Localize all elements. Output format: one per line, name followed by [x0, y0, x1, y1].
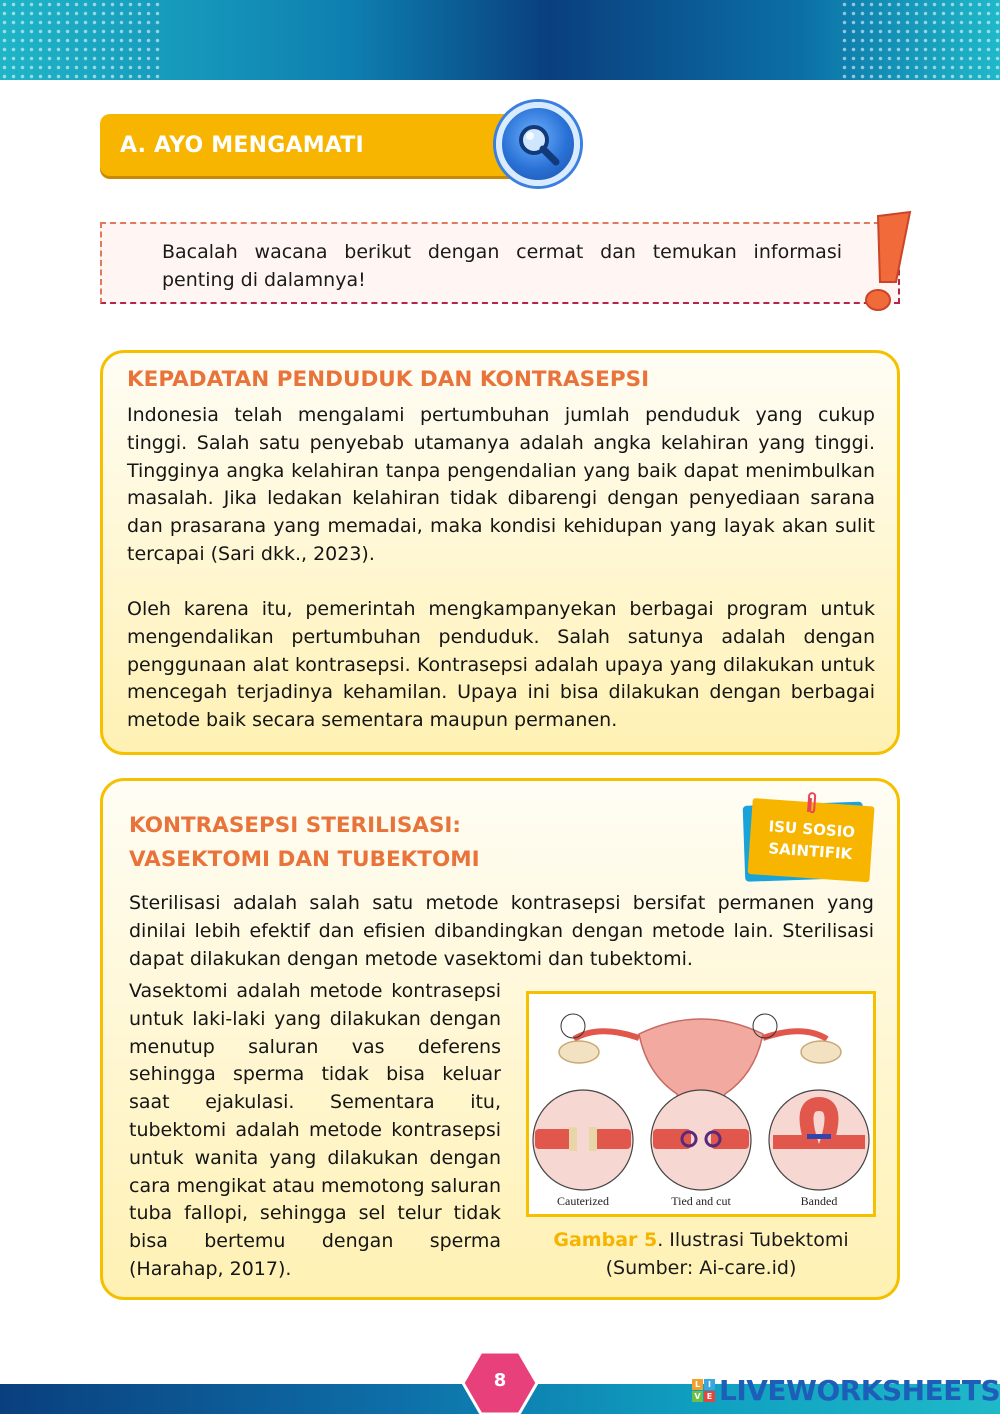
- top-banner: [0, 0, 1000, 80]
- badge-line-1: ISU SOSIO: [768, 817, 856, 842]
- tubectomy-illustration: [529, 994, 873, 1214]
- card1-title: KEPADATAN PENDUDUK DAN KONTRASEPSI: [127, 367, 650, 392]
- cauterized-detail: [533, 1090, 633, 1190]
- badge-line-2: SAINTIFIK: [767, 839, 853, 864]
- card2-title-line1: KONTRASEPSI STERILISASI:: [129, 813, 462, 838]
- figure-label-banded: Banded: [800, 1194, 838, 1208]
- logo-text: LIVEWORKSHEETS: [719, 1374, 1000, 1407]
- figure-caption: [526, 1226, 876, 1282]
- page-number: 8: [493, 1370, 507, 1391]
- caption-source: (Sumber: Ai-care.id): [605, 1257, 797, 1279]
- figure-label-tied-and-cut: Tied and cut: [671, 1194, 731, 1208]
- logo-cubes-icon: L I V E: [692, 1379, 715, 1402]
- card2-paragraph-2: Vasektomi adalah metode kontrasepsi untuk laki-laki yang dilakukan dengan menutup saluran vas deferens sehingga sperma tidak bisa keluar saat ejakulasi. Sementara itu, tubektomi adalah metode kontrasepsi untuk wanita yang dilakukan dengan cara mengikat atau memotong saluran tuba fallopi, sehingga sel telur tidak bisa bertemu dengan sperma (Harahap, 2017).: [129, 980, 501, 1280]
- dot-pattern-left: [0, 0, 160, 80]
- caption-text: . Ilustrasi Tubektomi: [657, 1229, 849, 1251]
- card2-title-line2: VASEKTOMI DAN TUBEKTOMI: [129, 847, 480, 872]
- isu-sosio-saintifik-badge: [741, 796, 874, 887]
- card2-paragraph-1: Sterilisasi adalah salah satu metode kontrasepsi bersifat permanen yang dinilai lebih efektif dan efisien dibandingkan dengan metode lain. Sterilisasi dapat dilakukan dengan metode vasektomi dan tubektomi.: [129, 892, 874, 970]
- magnifier-icon: [496, 102, 580, 186]
- instruction-box: [100, 222, 900, 304]
- card1-paragraph-1: Indonesia telah mengalami pertumbuhan jumlah penduduk yang cukup tinggi. Salah satu penyebab utamanya adalah angka kelahiran yang tinggi. Tingginya angka kelahiran tanpa pengendalian yang baik dapat menimbulkan masalah. Jika ledakan kelahiran tidak dibarengi dengan penyediaan sarana dan prasarana yang memadai, maka kondisi kehidupan yang layak akan sulit tercapai (Sari dkk., 2023).: [127, 404, 875, 565]
- instruction-text: Bacalah wacana berikut dengan cermat dan temukan informasi penting di dalamnya!: [162, 241, 842, 291]
- section-header: [100, 114, 520, 176]
- banded-detail: [769, 1090, 869, 1190]
- section-title: A. AYO MENGAMATI: [120, 132, 364, 158]
- tubectomy-figure: [526, 991, 876, 1217]
- dot-pattern-right: [840, 0, 1000, 80]
- tied-and-cut-detail: [651, 1090, 751, 1190]
- exclamation-icon: [856, 210, 916, 314]
- caption-label: Gambar 5: [553, 1229, 658, 1251]
- card1-paragraph-2: Oleh karena itu, pemerintah mengkampanyekan berbagai program untuk mengendalikan pertumbuhan penduduk. Salah satunya adalah dengan penggunaan alat kontrasepsi. Kontrasepsi adalah upaya yang dilakukan untuk mencegah terjadinya kehamilan. Upaya ini bisa dilakukan dengan berbagai metode baik secara sementara maupun permanen.: [127, 598, 875, 732]
- figure-label-cauterized: Cauterized: [557, 1194, 609, 1208]
- paperclip-icon: [804, 790, 820, 817]
- liveworksheets-logo[interactable]: [692, 1374, 1000, 1407]
